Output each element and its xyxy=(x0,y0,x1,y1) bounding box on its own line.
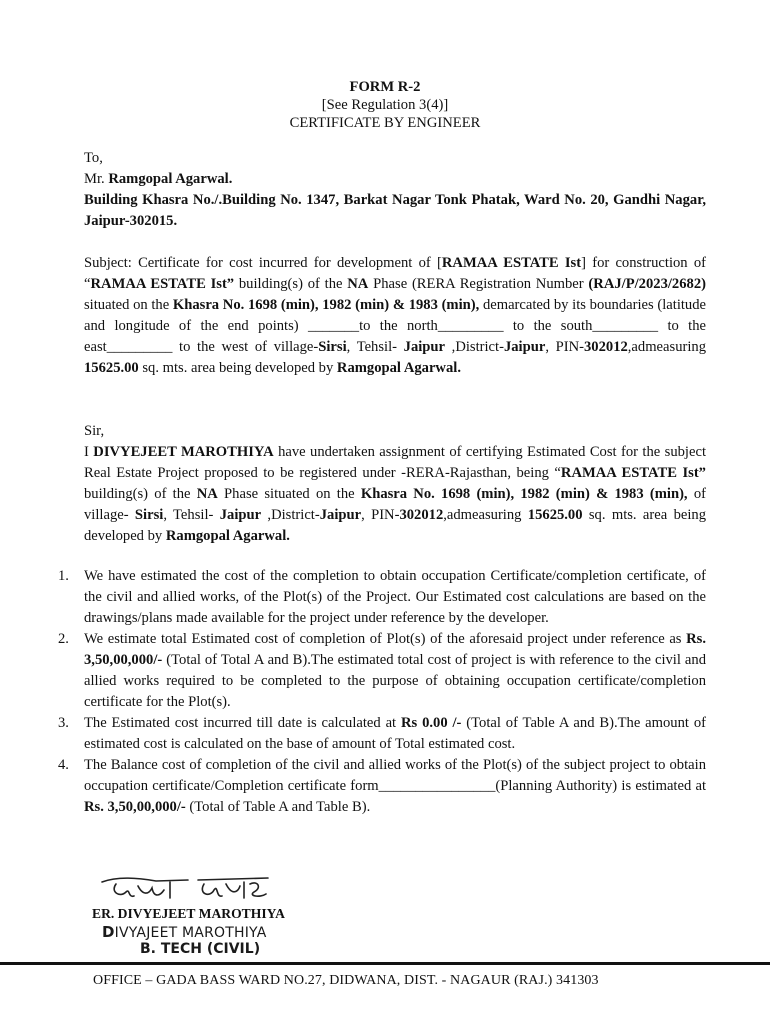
addressee-block xyxy=(84,148,706,232)
regulation-reference: [See Regulation 3(4)] xyxy=(321,97,449,113)
list-item: 1. We have estimated the cost of the completion to obtain occupation Certificate/completion certificate, of the civil and allied works, of the Plot(s) of the Project. Our Estimated cost calculations are based on the drawings/plans made available for the project under reference by the developer. xyxy=(58,568,706,626)
list-item: 3. The Estimated cost incurred till date is calculated at Rs 0.00 /- (Total of Table A and B).The amount of estimated cost is calculated on the base of amount of Total estimated cost. xyxy=(58,715,706,752)
addressee-name-line: Mr. Ramgopal Agarwal. xyxy=(84,171,233,187)
salutation: Sir, xyxy=(84,423,105,439)
rera-registration-number: (RAJ/P/2023/2682) xyxy=(588,276,706,292)
engineer-signatory-name: ER. DIVYEJEET MAROTHIYA xyxy=(92,906,285,921)
area-value: 15625.00 xyxy=(84,360,139,376)
addressee-address: Building Khasra No./.Building No. 1347, Barkat Nagar Tonk Phatak, Ward No. 20, Gandhi Nagar, Jaipur-302015. xyxy=(84,192,706,229)
to-line: To, xyxy=(84,150,103,166)
footer-divider xyxy=(0,962,770,965)
estimated-total-amount: Rs. 3,50,00,000/- xyxy=(84,631,706,668)
khasra-numbers: Khasra No. 1698 (min), 1982 (min) & 1983 (min), xyxy=(172,297,480,313)
form-title: FORM R-2 xyxy=(349,79,421,95)
project-name: RAMAA ESTATE Ist xyxy=(441,255,582,271)
engineer-name: DIVYEJEET MAROTHIYA xyxy=(93,444,274,460)
declaration-paragraph: Sir, I DIVYEJEET MAROTHIYA have undertaken assignment of certifying Estimated Cost for the subject Real Estate Project proposed to be registered under -RERA-Rajasthan, being “RAMAA ESTATE Ist” building(s) of the NA Phase situated on the Khasra No. 1698 (min), 1982 (min) & 1983 (min), of village- Sirsi, Tehsil- Jaipur ,District-Jaipur, PIN-302012,admeasuring 15625.00 sq. mts. area being developed by Ramgopal Agarwal. xyxy=(84,423,706,544)
cost-incurred-amount: Rs 0.00 /- xyxy=(400,715,462,731)
list-item: 2. We estimate total Estimated cost of completion of Plot(s) of the aforesaid project under reference as Rs. 3,50,00,000/- (Total of Total A and B).The estimated total cost of project is with reference to the civil and allied works required to be completed to the purpose of obtaining occupation certificate/completion certificate for the Plot(s). xyxy=(58,631,706,710)
signature-block xyxy=(92,872,352,962)
handwritten-signature xyxy=(98,872,278,906)
office-address-footer: OFFICE – GADA BASS WARD NO.27, DIDWANA, DIST. - NAGAUR (RAJ.) 341303 xyxy=(93,973,599,988)
certificate-items-list xyxy=(58,566,706,818)
certificate-title: CERTIFICATE BY ENGINEER xyxy=(289,115,481,131)
balance-cost-amount: Rs. 3,50,00,000/- xyxy=(84,799,186,815)
engineer-stamp: DIVYAJEET MAROTHIYA B. TECH (CIVIL) xyxy=(102,923,267,957)
addressee-name: Ramgopal Agarwal. xyxy=(108,171,233,187)
list-item: 4. The Balance cost of completion of the civil and allied works of the Plot(s) of the subject project to obtain occupation certificate/Completion certificate form________________(Planning Authority) is estimated at Rs. 3,50,00,000/- (Total of Table A and Table B). xyxy=(58,757,706,815)
form-header xyxy=(0,78,770,132)
subject-paragraph: Subject: Certificate for cost incurred for development of [RAMAA ESTATE Ist] for construction of “RAMAA ESTATE Ist” building(s) of the NA Phase (RERA Registration Number (RAJ/P/2023/2682) situated on the Khasra No. 1698 (min), 1982 (min) & 1983 (min), demarcated by its boundaries (latitude and longitude of the end points) _______to the north_________ to the south_________ to the east_________ to the west of village-Sirsi, Tehsil- Jaipur ,District-Jaipur, PIN-302012,admeasuring 15625.00 sq. mts. area being developed by Ramgopal Agarwal. xyxy=(84,255,706,376)
